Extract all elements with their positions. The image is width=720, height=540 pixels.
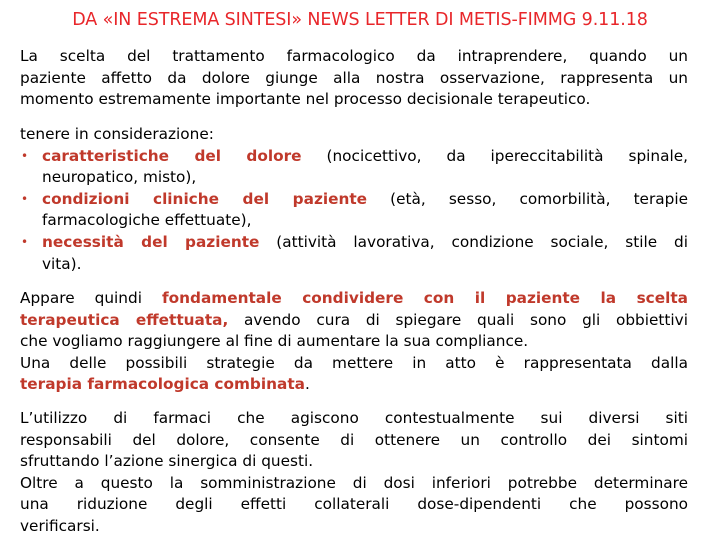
text-line: Una delle possibili strategie da mettere in atto è rappresentata dalla <box>20 353 688 372</box>
text-span: . <box>304 375 310 394</box>
text-line: La scelta del trattamento farmacologico da intraprendere, quando un <box>20 47 688 65</box>
highlight-text: terapeutica effettuata, <box>20 310 229 329</box>
text-line: vita). <box>42 254 82 273</box>
highlight-text: terapia farmacologica combinata <box>20 375 305 394</box>
page-title: DA «IN ESTREMA SINTESI» NEWS LETTER DI METIS-FIMMG 9.11.18 <box>72 10 648 30</box>
list-item <box>20 189 688 232</box>
text-span: avendo cura di spiegare quali sono gli obbiettivi <box>228 310 688 329</box>
text-span: (nocicettivo, da ipereccitabilità spinale, <box>301 146 688 165</box>
list-item <box>20 146 688 189</box>
paragraph-conclusion <box>20 288 688 396</box>
highlight-text: condizioni cliniche del paziente <box>42 189 368 208</box>
text-line: verificarsi. <box>20 516 100 535</box>
text-line: Oltre a questo la somministrazione di dosi inferiori potrebbe determinare <box>20 473 688 492</box>
paragraph-intro <box>20 46 688 111</box>
paragraph-combination <box>20 408 688 538</box>
text-line: tenere in considerazione: <box>20 125 214 143</box>
bullet-icon: • <box>21 234 29 249</box>
text-line: responsabili del dolore, consente di ottenere un controllo dei sintomi <box>20 430 688 449</box>
text-line: neuropatico, misto), <box>42 168 197 187</box>
text-span: (attività lavorativa, condizione sociale, stile di <box>259 232 688 251</box>
list-item <box>20 232 688 275</box>
text-span: Appare quindi <box>20 289 162 307</box>
text-line: che vogliamo raggiungere al fine di aumentare la sua compliance. <box>20 332 529 351</box>
text-span: (età, sesso, comorbilità, terapie <box>367 189 689 208</box>
highlight-text: necessità del paziente <box>42 232 260 251</box>
highlight-text: fondamentale condividere con il paziente la scelta <box>161 289 688 307</box>
paragraph-considerations <box>20 124 688 275</box>
text-line: L’utilizzo di farmaci che agiscono contestualmente sui diversi siti <box>20 409 688 427</box>
bullet-icon: • <box>21 191 29 206</box>
text-line: una riduzione degli effetti collaterali dose-dipendenti che possono <box>20 495 688 514</box>
text-line: sfruttando l’azione sinergica di questi. <box>20 452 314 471</box>
highlight-text: caratteristiche del dolore <box>42 146 302 165</box>
text-line: momento estremamente importante nel processo decisionale terapeutico. <box>20 90 591 109</box>
text-line: farmacologiche effettuate), <box>42 211 252 230</box>
text-line: paziente affetto da dolore giunge alla nostra osservazione, rappresenta un <box>20 68 688 87</box>
bullet-icon: • <box>21 148 29 163</box>
